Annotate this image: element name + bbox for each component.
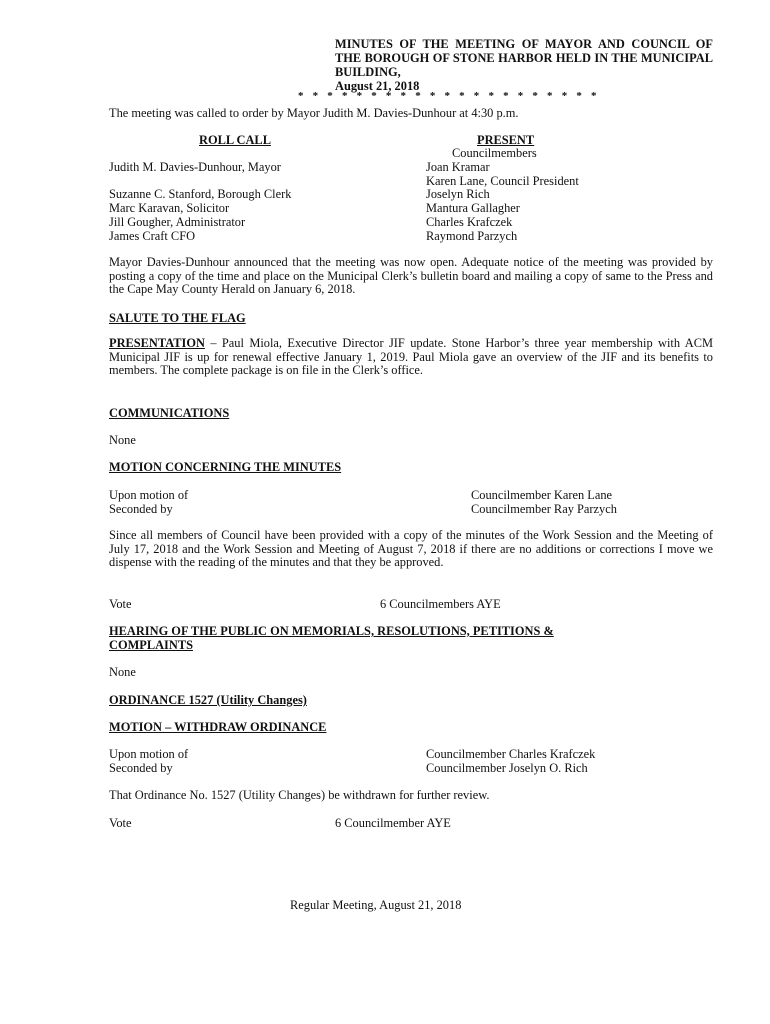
minutes-seconded-value: Councilmember Ray Parzych xyxy=(471,502,617,516)
withdraw-seconded-label: Seconded by xyxy=(109,761,173,775)
present-member: Joan Kramar xyxy=(426,160,490,174)
roll-call-staff: James Craft CFO xyxy=(109,229,196,243)
ordinance-heading: ORDINANCE 1527 (Utility Changes) xyxy=(109,693,307,707)
withdraw-motion-text: That Ordinance No. 1527 (Utility Changes) be withdrawn for further review. xyxy=(109,788,490,802)
roll-call-mayor: Judith M. Davies-Dunhour, Mayor xyxy=(109,160,281,174)
salute-heading: SALUTE TO THE FLAG xyxy=(109,311,246,325)
roll-call-staff: Marc Karavan, Solicitor xyxy=(109,201,230,215)
page-footer: Regular Meeting, August 21, 2018 xyxy=(290,898,462,912)
present-member: Charles Krafczek xyxy=(426,215,513,229)
withdraw-upon-value: Councilmember Charles Krafczek xyxy=(426,747,596,761)
present-member: Raymond Parzych xyxy=(426,229,518,243)
present-member: Joselyn Rich xyxy=(426,187,490,201)
minutes-motion-heading: MOTION CONCERNING THE MINUTES xyxy=(109,460,342,474)
communications-heading: COMMUNICATIONS xyxy=(109,406,230,420)
withdraw-vote-label: Vote xyxy=(109,816,132,830)
title-separator: * * * * * * * * * * * * * * * * * * * * * xyxy=(298,90,600,102)
withdraw-upon-label: Upon motion of xyxy=(109,747,189,761)
hearing-text: None xyxy=(109,665,136,679)
minutes-motion-text: Since all members of Council have been provided with a copy of the minutes of the Work Session and the Meeting of July 17, 2018 and the Work Session and Meeting of August 7, 2018 if there are no additions or corrections I move we dispense with the reading of the minutes and that they be approved. xyxy=(109,528,713,570)
document-title: MINUTES OF THE MEETING OF MAYOR AND COUNCIL OF THE BOROUGH OF STONE HARBOR HELD IN THE MUNICIPAL BUILDING, xyxy=(335,37,713,79)
present-heading: PRESENT xyxy=(477,133,535,147)
presentation-text: – Paul Miola, Executive Director JIF update. Stone Harbor’s three year membership with ACM Municipal JIF is up for renewal effective January 1, 2019. Paul Miola gave an overview of the JIF and its benefits to members. The complete package is on file in the Clerk’s office. xyxy=(109,336,713,378)
present-member: Mantura Gallagher xyxy=(426,201,520,215)
communications-text: None xyxy=(109,433,136,447)
present-subheading: Councilmembers xyxy=(452,146,537,160)
hearing-heading-cont: COMPLAINTS xyxy=(109,638,193,652)
roll-call-heading: ROLL CALL xyxy=(199,133,271,147)
presentation-paragraph xyxy=(109,337,713,378)
hearing-heading: HEARING OF THE PUBLIC ON MEMORIALS, RESOLUTIONS, PETITIONS & xyxy=(109,624,554,638)
document-date: August 21, 2018 xyxy=(335,79,420,93)
roll-call-staff: Jill Gougher, Administrator xyxy=(109,215,246,229)
roll-call-staff: Suzanne C. Stanford, Borough Clerk xyxy=(109,187,292,201)
withdraw-motion-heading: MOTION – WITHDRAW ORDINANCE xyxy=(109,720,327,734)
presentation-heading: PRESENTATION xyxy=(109,336,205,350)
minutes-seconded-label: Seconded by xyxy=(109,502,173,516)
meeting-notice: Mayor Davies-Dunhour announced that the meeting was now open. Adequate notice of the meeting was provided by posting a copy of the time and place on the Municipal Clerk’s bulletin board and mailing a copy of same to the Press and the Cape May County Herald on January 6, 2018. xyxy=(109,255,713,297)
call-to-order: The meeting was called to order by Mayor Judith M. Davies-Dunhour at 4:30 p.m. xyxy=(109,106,519,120)
withdraw-vote-value: 6 Councilmember AYE xyxy=(335,816,451,830)
minutes-vote-label: Vote xyxy=(109,597,132,611)
minutes-upon-label: Upon motion of xyxy=(109,488,189,502)
minutes-vote-value: 6 Councilmembers AYE xyxy=(380,597,501,611)
minutes-upon-value: Councilmember Karen Lane xyxy=(471,488,613,502)
withdraw-seconded-value: Councilmember Joselyn O. Rich xyxy=(426,761,588,775)
present-member: Karen Lane, Council President xyxy=(426,174,579,188)
